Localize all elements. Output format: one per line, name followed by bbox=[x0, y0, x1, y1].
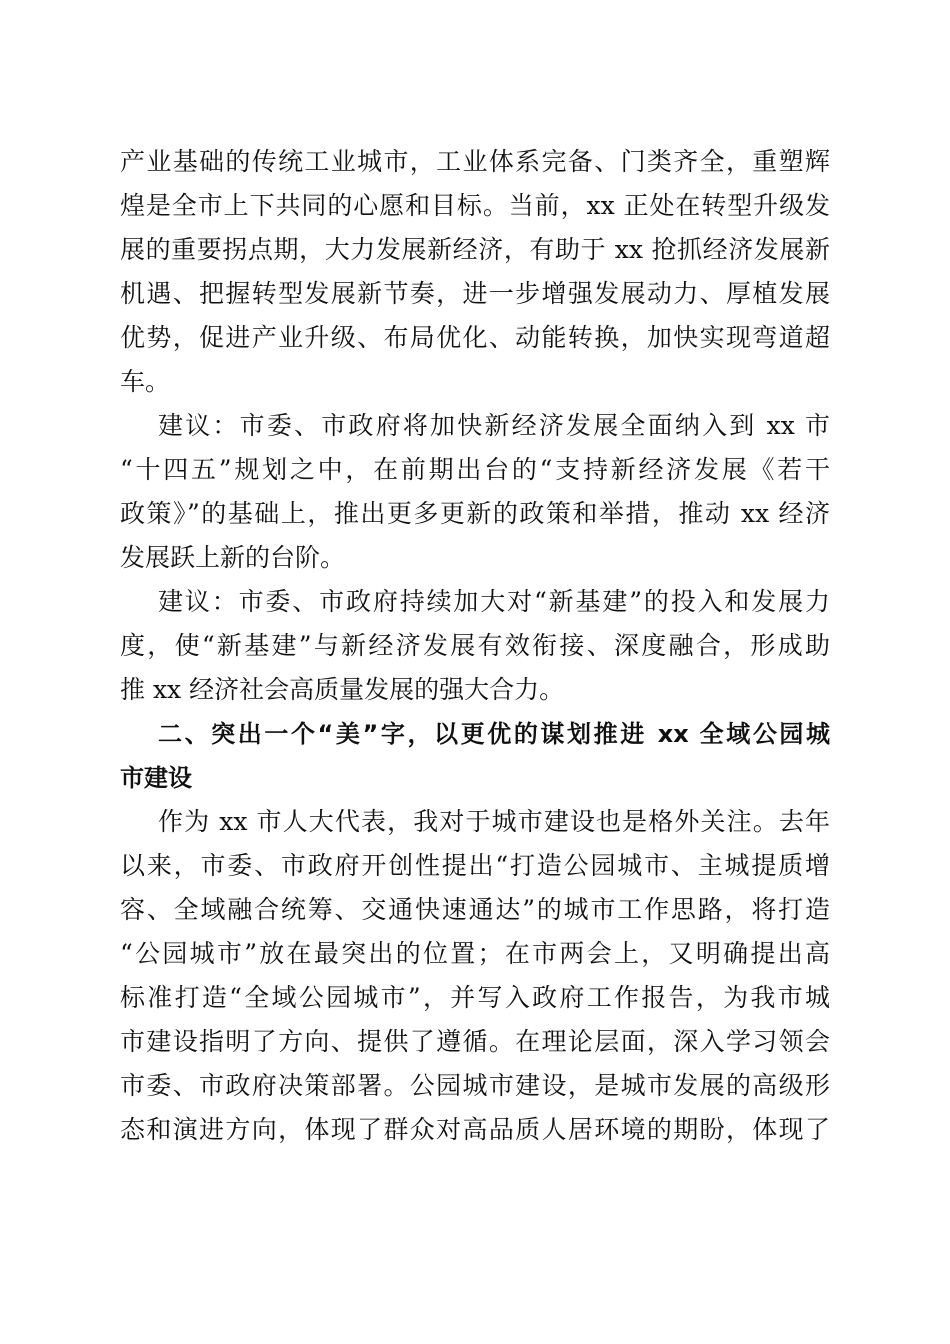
paragraph-line: 作为 xx 市人大代表，我对于城市建设也是格外关注。去年 bbox=[158, 807, 830, 836]
paragraph-line: 态和演进方向，体现了群众对高品质人居环境的期盼，体现了 bbox=[120, 1115, 830, 1144]
paragraph-line: 机遇、把握转型发展新节奏，进一步增强发展动力、厚植发展 bbox=[120, 279, 830, 308]
paragraph-line: 车。 bbox=[120, 367, 171, 396]
section-heading: 市建设 bbox=[120, 764, 192, 792]
paragraph-line: 市委、市政府决策部署。公园城市建设，是城市发展的高级形 bbox=[120, 1071, 830, 1100]
suggestion-line: 建议：市委、市政府将加快新经济发展全面纳入到 xx 市 bbox=[158, 411, 830, 440]
suggestion-line: “十四五”规划之中，在前期出台的“支持新经济发展《若干 bbox=[120, 455, 830, 484]
paragraph-line: 市建设指明了方向、提供了遵循。在理论层面，深入学习领会 bbox=[120, 1027, 830, 1056]
paragraph-line: 以来，市委、市政府开创性提出“打造公园城市、主城提质增 bbox=[120, 851, 830, 880]
paragraph-line: 标准打造“全域公园城市”，并写入政府工作报告，为我市城 bbox=[120, 983, 830, 1012]
paragraph-line: 产业基础的传统工业城市，工业体系完备、门类齐全，重塑辉 bbox=[120, 147, 830, 176]
paragraph-line: 容、全域融合统筹、交通快速通达”的城市工作思路，将打造 bbox=[120, 895, 830, 924]
suggestion-line: 政策》”的基础上，推出更多更新的政策和举措，推动 xx 经济 bbox=[120, 499, 830, 528]
paragraph-line: 优势，促进产业升级、布局优化、动能转换，加快实现弯道超 bbox=[120, 323, 830, 352]
paragraph-line: 展的重要拐点期，大力发展新经济，有助于 xx 抢抓经济发展新 bbox=[120, 235, 830, 264]
suggestion-line: 推 xx 经济社会高质量发展的强大合力。 bbox=[120, 675, 565, 704]
paragraph-line: 煌是全市上下共同的心愿和目标。当前，xx 正处在转型升级发 bbox=[120, 191, 830, 220]
suggestion-line: 度，使“新基建”与新经济发展有效衔接、深度融合，形成助 bbox=[120, 631, 830, 660]
document-body bbox=[120, 140, 830, 1152]
section-heading: 二、突出一个“美”字，以更优的谋划推进 xx 全域公园城 bbox=[158, 720, 830, 748]
suggestion-line: 建议：市委、市政府持续加大对“新基建”的投入和发展力 bbox=[158, 587, 830, 616]
paragraph-line: “公园城市”放在最突出的位置；在市两会上，又明确提出高 bbox=[120, 939, 830, 968]
suggestion-line: 发展跃上新的台阶。 bbox=[120, 543, 346, 572]
